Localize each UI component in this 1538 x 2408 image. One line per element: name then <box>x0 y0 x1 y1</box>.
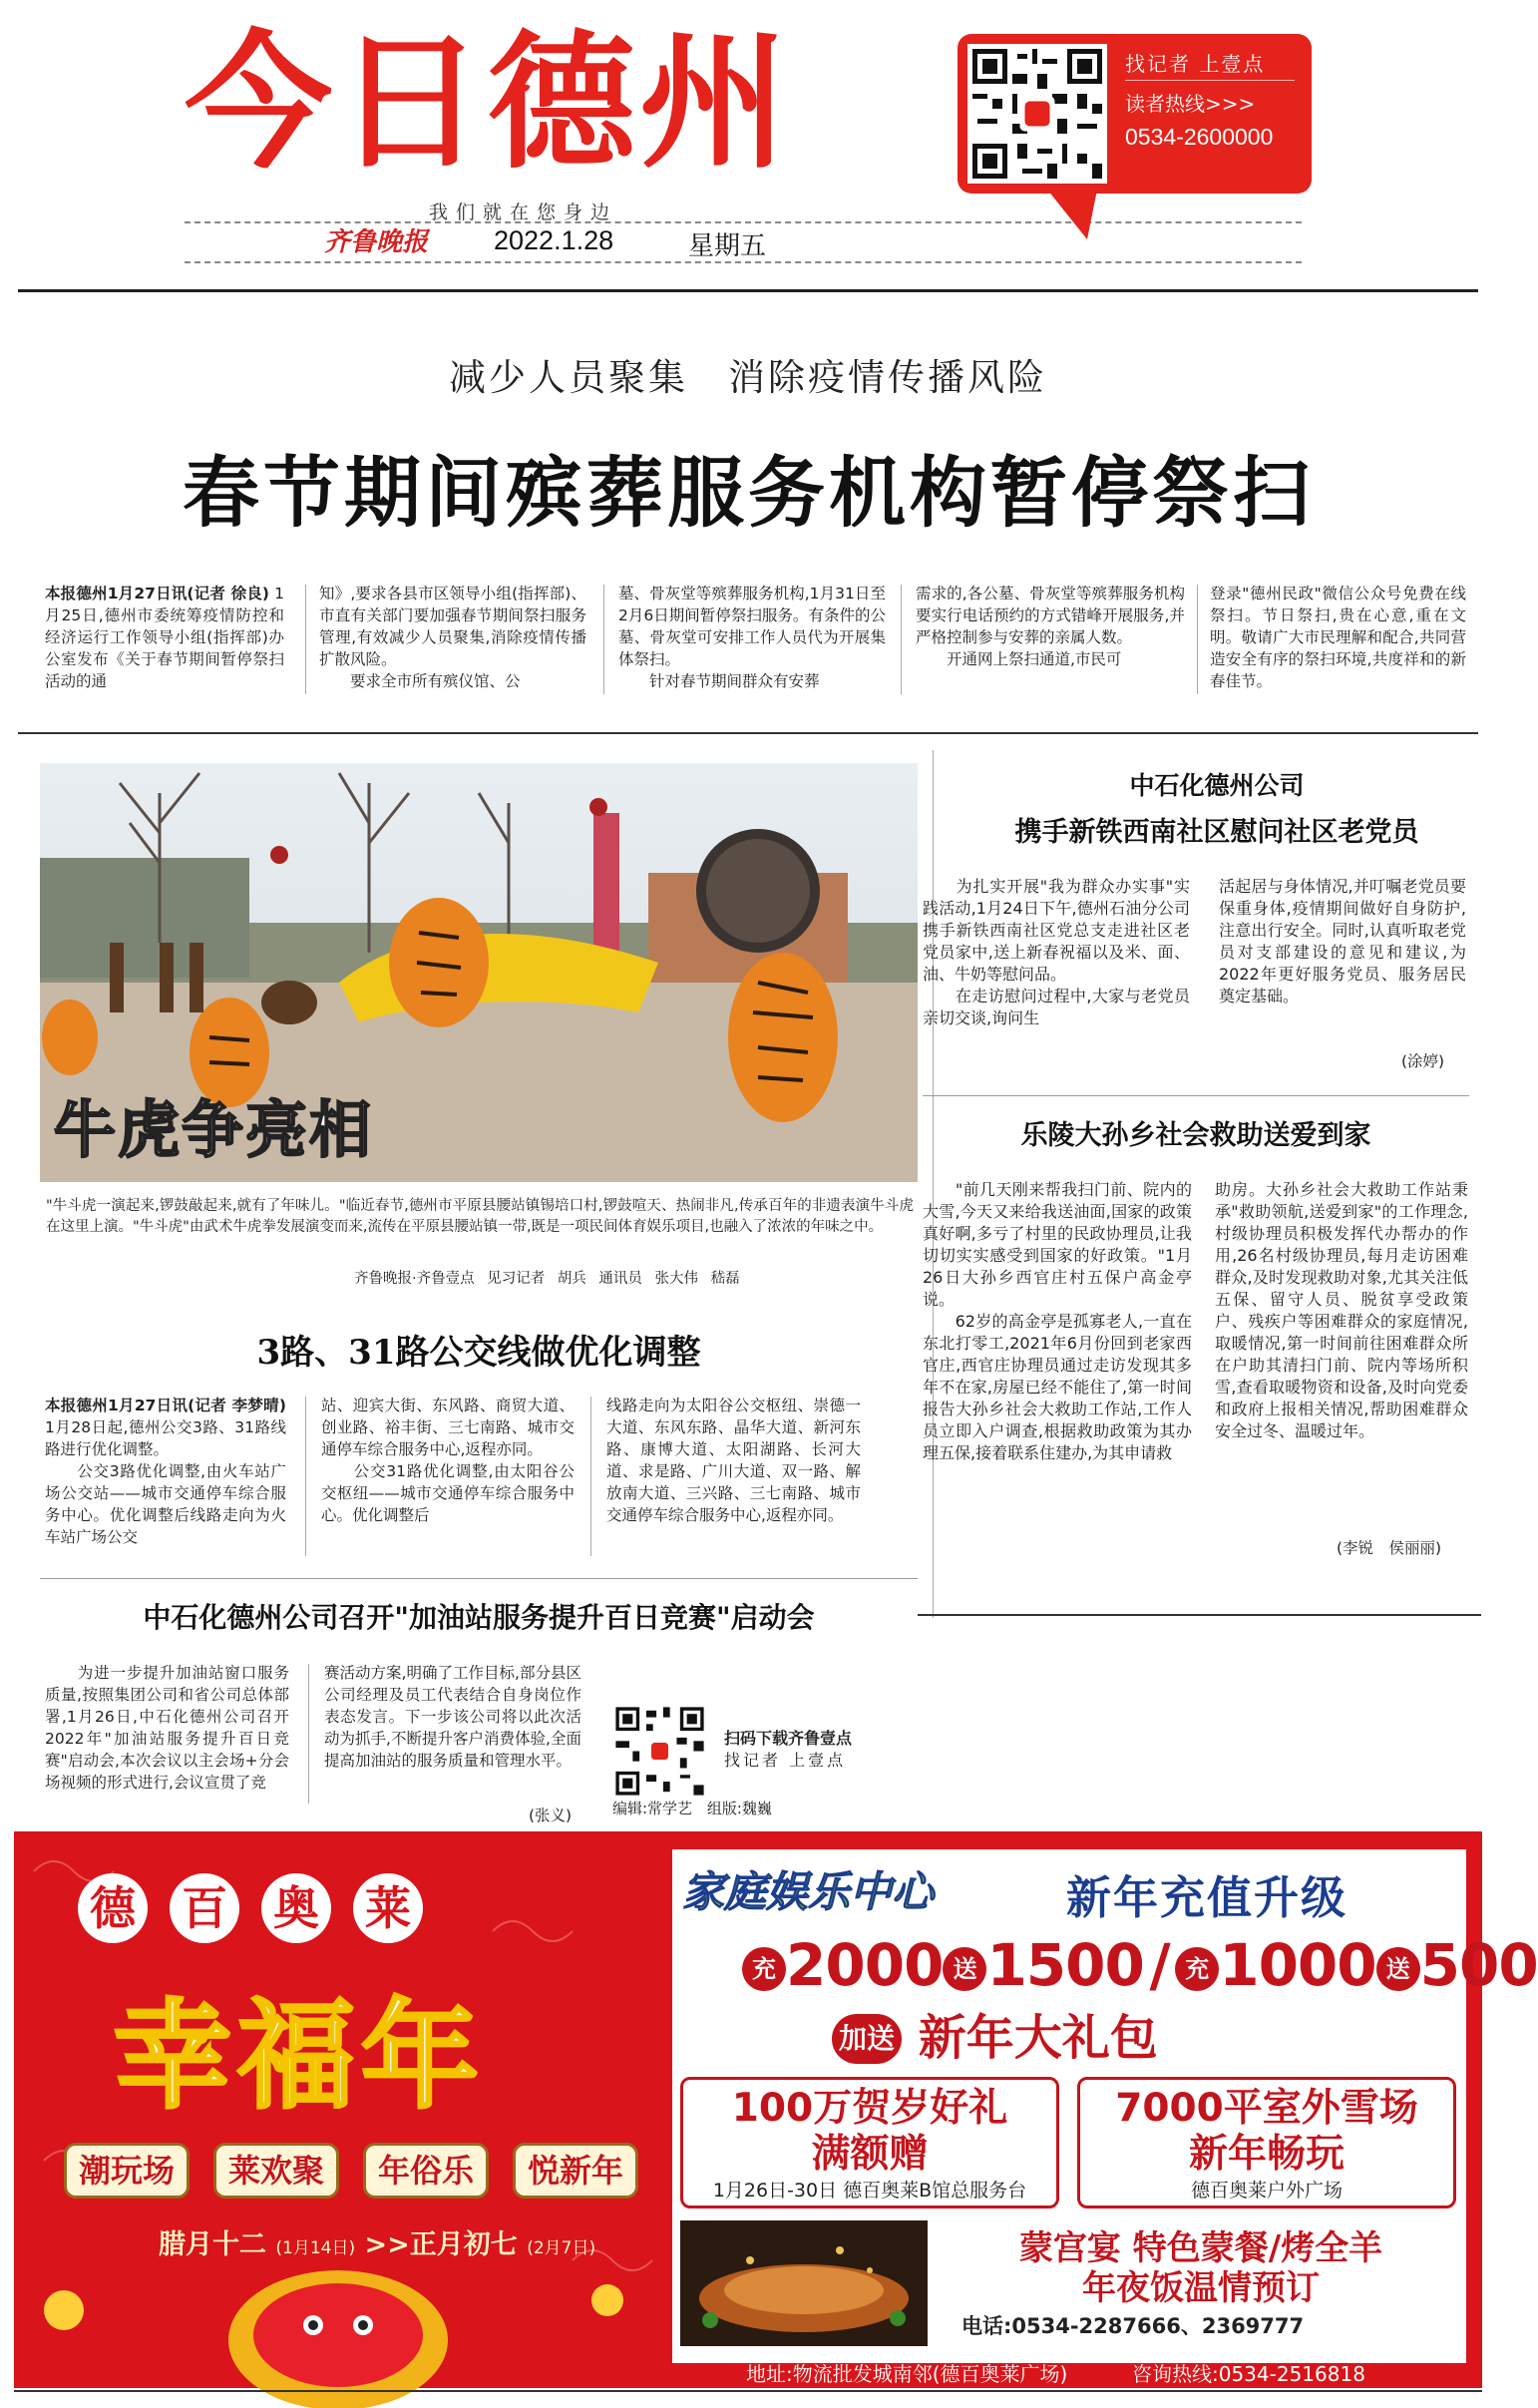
ad-brand-char: 德 <box>78 1873 148 1943</box>
story-gas-headline: 中石化德州公司召开"加油站服务提升百日竞赛"启动会 <box>143 1601 815 1634</box>
column-rule <box>305 1397 306 1556</box>
lead-col-3: 墓、骨灰堂等殡葬服务机构,1月31日至2月6日期间暂停祭扫服务。有条件的公墓、骨灰堂可安排工作人员代为开展集体祭扫。 针对春节期间群众有安葬 <box>618 585 886 690</box>
column-rule <box>1197 585 1198 694</box>
gas-col-2: 赛活动方案,明确了工作目标,部分县区公司经理及员工代表结合自身岗位作表态发言。下一步该公司将以此次活动为抓手,不断提升客户消费体验,全面提高加油站的服务质量和管理水平。 <box>324 1664 581 1770</box>
ad-banquet-title: 蒙宫宴 特色蒙餐/烤全羊 <box>1018 2228 1383 2268</box>
party-byline: (涂婷) <box>1401 1052 1445 1070</box>
lead-dateline: 本报德州1月27日讯(记者 徐良) <box>45 585 270 602</box>
ad-tag: 年俗乐 <box>363 2143 489 2199</box>
party-col-2: 活起居与身体情况,并叮嘱老党员要保重身体,疫情期间做好自身防护,注意出行安全。同时,认真听取老党员对支部建设的意见和建议,为2022年更好服务党员、服务居民奠定基础。 <box>1219 877 1466 1005</box>
qr-code-icon[interactable] <box>967 44 1107 184</box>
bus-col-1: 本报德州1月27日讯(记者 李梦晴) 1月28日起,德州公交3路、31路线路进行优化调整。 公交3路优化调整,由火车站广场公交站——城市交通停车综合服务中心。优化调整后线路走向为火车站广场公交 <box>45 1397 286 1546</box>
column-rule <box>590 1397 591 1556</box>
issue-date: 2022.1.28 <box>494 225 614 255</box>
bus-dateline: 本报德州1月27日讯(记者 李梦晴) <box>45 1397 286 1414</box>
reader-hotline-box <box>958 34 1312 194</box>
column-rule <box>308 1664 309 1804</box>
app-download-qr-icon[interactable] <box>612 1704 707 1799</box>
ad-date-range: 腊月十二 (1月14日) >>正月初七 (2月7日) <box>159 2229 596 2260</box>
ad-address: 地址:物流批发城南邻(德百奥莱广场) <box>746 2362 1068 2386</box>
paper-name: 今日德州 <box>185 17 791 189</box>
story-relief-headline: 乐陵大孙乡社会救助送爱到家 <box>1020 1120 1371 1151</box>
paper-slogan: 我们就在您身边 <box>429 201 618 223</box>
ad-hotline: 咨询热线:0534-2516818 <box>1132 2362 1365 2386</box>
ad-banquet-phone: 电话:0534-2287666、2369777 <box>961 2314 1305 2338</box>
ear-phone-number: 0534-2600000 <box>1125 124 1274 150</box>
page-bottom-rule <box>14 2390 1482 2392</box>
ad-brand-char: 奥 <box>261 1873 331 1943</box>
lead-kicker: 减少人员聚集 消除疫情传播风险 <box>449 356 1047 399</box>
news-photo-ox-tiger-performance <box>40 763 918 1182</box>
lead-col-1: 本报德州1月27日讯(记者 徐良) 1月25日,德州市委统筹疫情防控和经济运行工作领导小组(指挥部)办公室发布《关于春节期间暂停祭扫活动的通 <box>45 585 284 690</box>
relief-col-1: "前几天刚来帮我扫门前、院内的大雪,今天又来给我送油面,国家的政策真好啊,多亏了村里的民政协理员,让我切切实实感受到国家的好政策。"1月26日大孙乡西官庄村五保户高金亭说。 62岁的高金亭是孤寡老人,一直在东北打零工,2021年6月份回到老家西官庄,西官庄协理员通过走访发现其多年不在家,房屋已经不能住了,第一时间报告大孙乡社会大救助工作站,工作人员立即入户调查,根据救助政策为其办理五保,接着联系住建办,为其申请救 <box>923 1180 1192 1462</box>
ear-text-reporter: 找记者 上壹点 <box>1125 52 1266 76</box>
app-download-subtext: 找记者 上壹点 <box>724 1751 847 1770</box>
ad-panel-title: 新年充值升级 <box>1066 1871 1348 1924</box>
ad-fun-center-logo: 家庭娱乐中心 <box>682 1867 935 1916</box>
party-col-1: 为扎实开展"我为群众办实事"实践活动,1月24日下午,德州石油分公司携手新铁西南社区党总支走进社区老党员家中,送上新春祝福以及米、面、油、牛奶等慰问品。 在走访慰问过程中,大家与老党员亲切交谈,询问生 <box>923 877 1190 1027</box>
ad-tag: 悦新年 <box>513 2143 638 2199</box>
photo-overlay-title: 牛虎争亮相 <box>54 1093 374 1166</box>
story-party-headline: 携手新铁西南社区慰问社区老党员 <box>1014 817 1419 848</box>
ear-divider <box>1125 80 1295 81</box>
masthead <box>0 0 1496 289</box>
gas-col-1: 为进一步提升加油站窗口服务质量,按照集团公司和省公司总体部署,1月26日,中石化德州公司召开2022年"加油站服务提升百日竞赛"启动会,本次会议以主会场+分会场视频的形式进行,会议宣贯了竞 <box>45 1664 289 1792</box>
ad-tag: 潮玩场 <box>64 2143 190 2199</box>
ad-banquet-subtitle: 年夜饭温情预订 <box>1082 2268 1320 2308</box>
lead-headline: 春节期间殡葬服务机构暂停祭扫 <box>183 449 1314 539</box>
ad-recharge-offer: 充 2000 送 1500 / 充 1000 送 500 <box>742 1931 1538 1999</box>
story-divider <box>40 1578 918 1579</box>
bus-col-2: 站、迎宾大街、东风路、商贸大道、创业路、裕丰街、三七南路、城市交通停车综合服务中心,返程亦同。 公交31路优化调整,由太阳谷公交枢纽——城市交通停车综合服务中心。优化调整后 <box>321 1397 575 1524</box>
ear-text-hotline: 读者热线>>> <box>1125 92 1256 116</box>
ad-brand-char: 莱 <box>353 1873 423 1943</box>
ad-gift-box: 100万贺岁好礼 满额赠 1月26日-30日 德百奥莱B馆总服务台 <box>680 2077 1059 2208</box>
photo-caption: "牛斗虎一演起来,锣鼓敲起来,就有了年味儿。"临近春节,德州市平原县腰站镇锡培口村,锣鼓喧天、热闹非凡,传承百年的非遗表演牛斗虎在这里上演。"牛斗虎"由武术牛虎拳发展演变而来,流传在平原县腰站镇一带,既是一项民间体育娱乐项目,也融入了浓浓的年味之中。 <box>46 1198 914 1235</box>
relief-col-2: 助房。大孙乡社会大救助工作站秉承"救助领航,送爱到家"的工作理念,村级协理员积极发挥代办帮办的作用,26名村级协理员,每月走访困难群众,及时发现救助对象,尤其关注低五保、留守人员、脱贫享受政策户、残疾户等困难群众的家庭情况,取暖情况,第一时间前往困难群众所在户助其清扫门前、院内等场所积雪,查看取暖物资和设备,及时向党委和政府上报相关情况,帮助困难群众安全过冬、温暖过年。 <box>1215 1180 1468 1440</box>
column-rule <box>603 585 604 694</box>
advertisement[interactable] <box>14 1831 1538 2388</box>
ad-brand-char: 百 <box>170 1873 239 1943</box>
ear-speech-tail <box>1047 190 1097 239</box>
roast-lamb-photo <box>680 2220 928 2346</box>
story-bus-headline: 3路、31路公交线做优化调整 <box>256 1333 701 1373</box>
lead-col-2: 知》,要求各县市区领导小组(指挥部)、市直有关部门要加强春节期间祭扫服务管理,有效减少人员聚集,消除疫情传播扩散风险。 要求全市所有殡仪馆、公 <box>319 585 586 690</box>
masthead-rule <box>18 289 1478 292</box>
story-org-kicker: 中石化德州公司 <box>1129 771 1305 800</box>
section-divider <box>18 732 1478 734</box>
masthead-divider-bottom <box>185 261 1302 263</box>
section-divider <box>918 1614 1481 1616</box>
ad-slogan: 幸福年 <box>114 1987 486 2125</box>
issue-weekday: 星期五 <box>688 231 767 261</box>
bus-col-3: 线路走向为太阳谷公交枢纽、崇德一大道、东风东路、晶华大道、新河东路、康博大道、太阳湖路、长河大道、求是路、广川大道、双一路、解放南大道、三兴路、三七南路、城市交通停车综合服务中心,返程亦同。 <box>606 1397 861 1524</box>
lead-col-4: 需求的,各公墓、骨灰堂等殡葬服务机构要实行电话预约的方式错峰开展服务,并严格控制参与安葬的亲属人数。 开通网上祭扫通道,市民可 <box>916 585 1185 668</box>
ad-snow-box: 7000平室外雪场 新年畅玩 德百奥莱户外广场 <box>1077 2077 1456 2208</box>
editor-credit: 编辑:常学艺 组版:魏巍 <box>612 1800 772 1817</box>
app-download-text: 扫码下载齐鲁壹点 <box>724 1729 853 1748</box>
ad-gift-offer: 加送 新年大礼包 <box>832 1999 1158 2068</box>
ad-promo-panel <box>672 1849 1538 2363</box>
photo-credit: 齐鲁晚报·齐鲁壹点 见习记者 胡兵 通讯员 张大伟 嵇磊 <box>354 1271 740 1287</box>
column-rule <box>305 585 306 694</box>
relief-byline: (李锐 侯丽丽) <box>1337 1539 1442 1557</box>
column-rule <box>901 585 902 694</box>
partner-paper-logo: 齐鲁晚报 <box>324 227 429 257</box>
story-divider <box>923 1095 1469 1096</box>
lead-col-5: 登录"德州民政"微信公众号免费在线祭扫。节日祭扫,贵在心意,重在文明。敬请广大市民理解和配合,共同营造安全有序的祭扫环境,共度祥和的新春佳节。 <box>1210 585 1466 690</box>
ad-tag: 莱欢聚 <box>213 2143 339 2199</box>
gas-byline: (张义) <box>529 1806 573 1824</box>
